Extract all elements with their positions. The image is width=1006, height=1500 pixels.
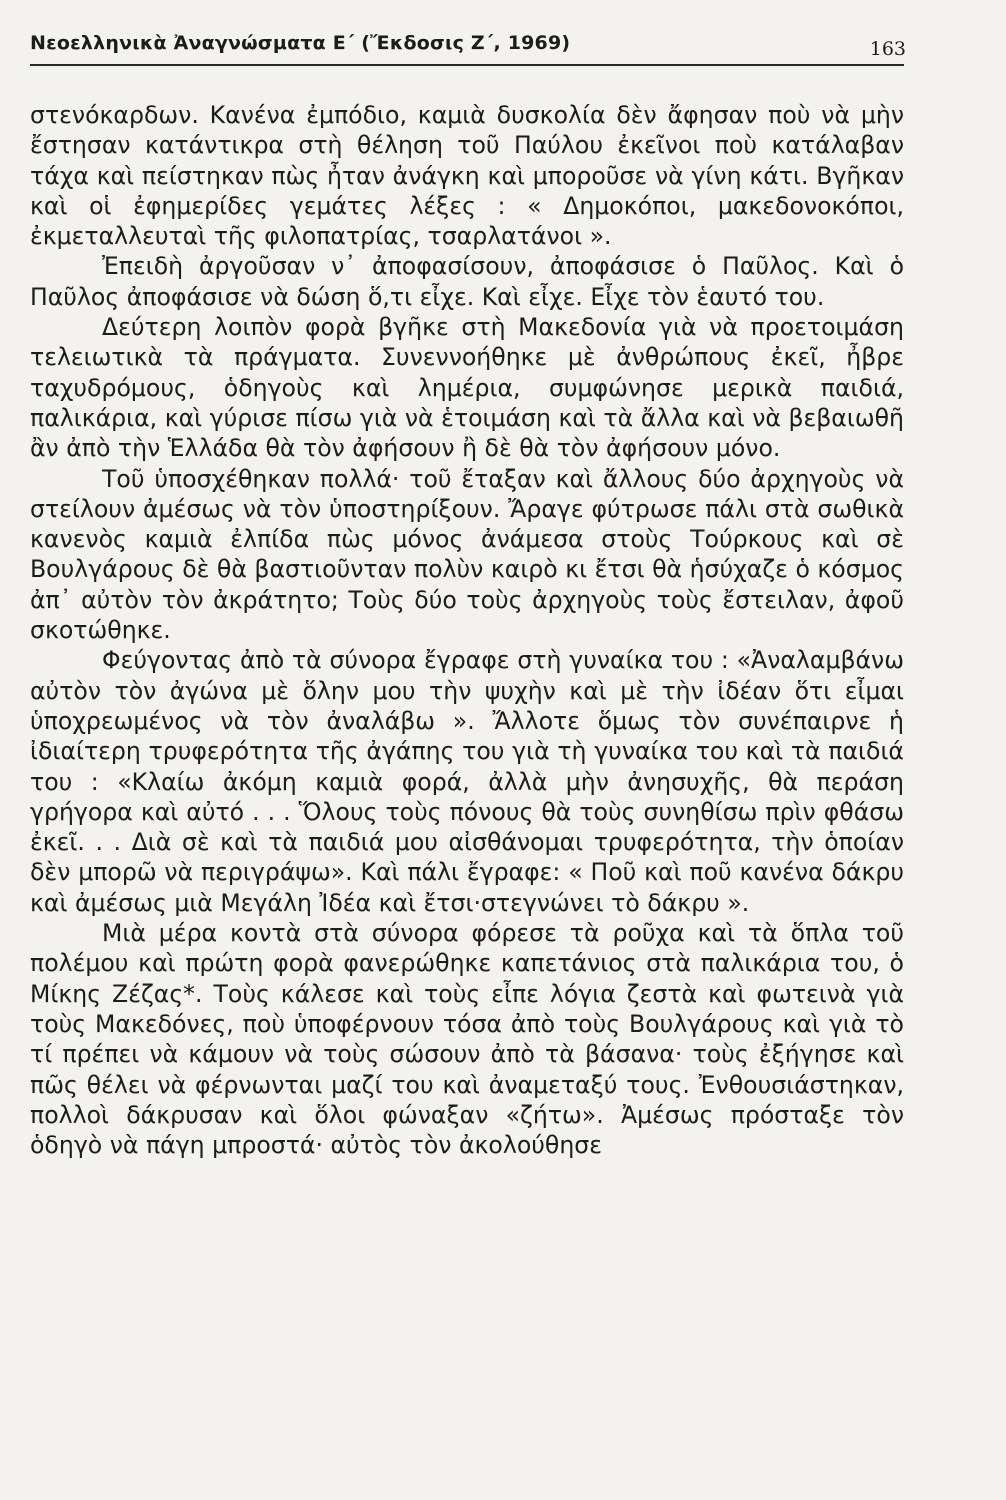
- paragraph: Τοῦ ὑποσχέθηκαν πολλά· τοῦ ἔταξαν καὶ ἄλλους δύο ἀρχηγοὺς νὰ στείλουν ἀμέσως νὰ τὸν ὑποστηρίξουν. Ἄραγε φύτρωσε πάλι στὰ σωθικὰ κανενὸς καμιὰ ἐλπίδα πὼς μόνος ἀνάμεσα στοὺς Τούρκους καὶ σὲ Βουλγάρους δὲ θὰ βαστιοῦνταν πολὺν καιρὸ κι ἔτσι θὰ ἡσύχαζε ὁ κόσμος ἀπ᾽ αὐτὸν τὸν ἀκράτητο; Τοὺς δύο τοὺς ἀρχηγοὺς τοὺς ἔστειλαν, ἀφοῦ σκοτώθηκε.: [30, 464, 904, 645]
- paragraph: Φεύγοντας ἀπὸ τὰ σύνορα ἔγραφε στὴ γυναίκα του : «Ἀναλαμβάνω αὐτὸν τὸν ἀγώνα μὲ ὅλην μου τὴν ψυχὴν καὶ μὲ τὴν ἰδέαν ὅτι εἶμαι ὑποχρεωμένος νὰ τὸν ἀναλάβω ». Ἄλλοτε ὅμως τὸν συνέπαιρνε ἡ ἰδιαίτερη τρυφερότητα τῆς ἀγάπης του γιὰ τὴ γυναίκα του καὶ τὰ παιδιά του : «Κλαίω ἀκόμη καμιὰ φορά, ἀλλὰ μὴν ἀνησυχῆς, θὰ περάση γρήγορα καὶ αὐτό . . . Ὅλους τοὺς πόνους θὰ τοὺς συνηθίσω πρὶν φθάσω ἐκεῖ. . . Διὰ σὲ καὶ τὰ παιδιά μου αἰσθάνομαι τρυφερότητα, τὴν ὁποίαν δὲν μπορῶ νὰ περιγράψω». Καὶ πάλι ἔγραφε: « Ποῦ καὶ ποῦ κανένα δάκρυ καὶ ἀμέσως μιὰ Μεγάλη Ἰδέα καὶ ἔτσι·στεγνώνει τὸ δάκρυ ».: [30, 646, 904, 917]
- body-text: [30, 100, 904, 1160]
- running-header: [30, 28, 904, 66]
- paragraph: στενόκαρδων. Κανένα ἐμπόδιο, καμιὰ δυσκολία δὲν ἄφησαν ποὺ νὰ μὴν ἔστησαν κατάντικρα στὴ θέληση τοῦ Παύλου ἐκεῖνοι ποὺ κατάλαβαν τάχα καὶ πείστηκαν πὼς ἦταν ἀνάγκη καὶ μποροῦσε νὰ γίνη κάτι. Βγῆκαν καὶ οἱ ἐφημερίδες γεμάτες λέξες : « Δημοκόποι, μακεδονοκόποι, ἐκμεταλλευταὶ τῆς φιλοπατρίας, τσαρλατάνοι ».: [30, 101, 904, 251]
- paragraph: Ἐπειδὴ ἀργοῦσαν ν᾽ ἀποφασίσουν, ἀποφάσισε ὁ Παῦλος. Καὶ ὁ Παῦλος ἀποφάσισε νὰ δώση ὅ,τι εἶχε. Καὶ εἶχε. Εἶχε τὸν ἑαυτό του.: [30, 252, 904, 311]
- paragraph: Δεύτερη λοιπὸν φορὰ βγῆκε στὴ Μακεδονία γιὰ νὰ προετοιμάση τελειωτικὰ τὰ πράγματα. Συνεννοήθηκε μὲ ἀνθρώπους ἐκεῖ, ἦβρε ταχυδρόμους, ὁδηγοὺς καὶ λημέρια, συμφώνησε μερικὰ παιδιά, παλικάρια, καὶ γύρισε πίσω γιὰ νὰ ἑτοιμάση καὶ τὰ ἄλλα καὶ νὰ βεβαιωθῆ ἂν ἀπὸ τὴν Ἑλλάδα θὰ τὸν ἀφήσουν ἢ δὲ θὰ τὸν ἀφήσουν μόνο.: [30, 313, 904, 463]
- page-number: 163: [869, 38, 906, 60]
- running-title: Νεοελληνικὰ Ἀναγνώσματα Ε΄ (Ἔκδοσις Ζ΄, 1969): [30, 32, 571, 54]
- paragraph: Μιὰ μέρα κοντὰ στὰ σύνορα φόρεσε τὰ ροῦχα καὶ τὰ ὅπλα τοῦ πολέμου καὶ πρώτη φορὰ φανερώθηκε καπετάνιος στὰ παλικάρια του, ὁ Μίκης Ζέζας*. Τοὺς κάλεσε καὶ τοὺς εἶπε λόγια ζεστὰ καὶ φωτεινὰ γιὰ τοὺς Μακεδόνες, ποὺ ὑποφέρνουν τόσα ἀπὸ τοὺς Βουλγάρους καὶ γιὰ τὸ τί πρέπει νὰ κάμουν νὰ τοὺς σώσουν ἀπὸ τὰ βάσανα· τοὺς ἐξήγησε καὶ πῶς θέλει νὰ φέρνωνται μαζί του καὶ ἀναμεταξύ τους. Ἐνθουσιάστηκαν, πολλοὶ δάκρυσαν καὶ ὅλοι φώναξαν «ζήτω». Ἀμέσως πρόσταξε τὸν ὁδηγὸ νὰ πάγη μπροστά· αὐτὸς τὸν ἀκολούθησε: [30, 919, 904, 1160]
